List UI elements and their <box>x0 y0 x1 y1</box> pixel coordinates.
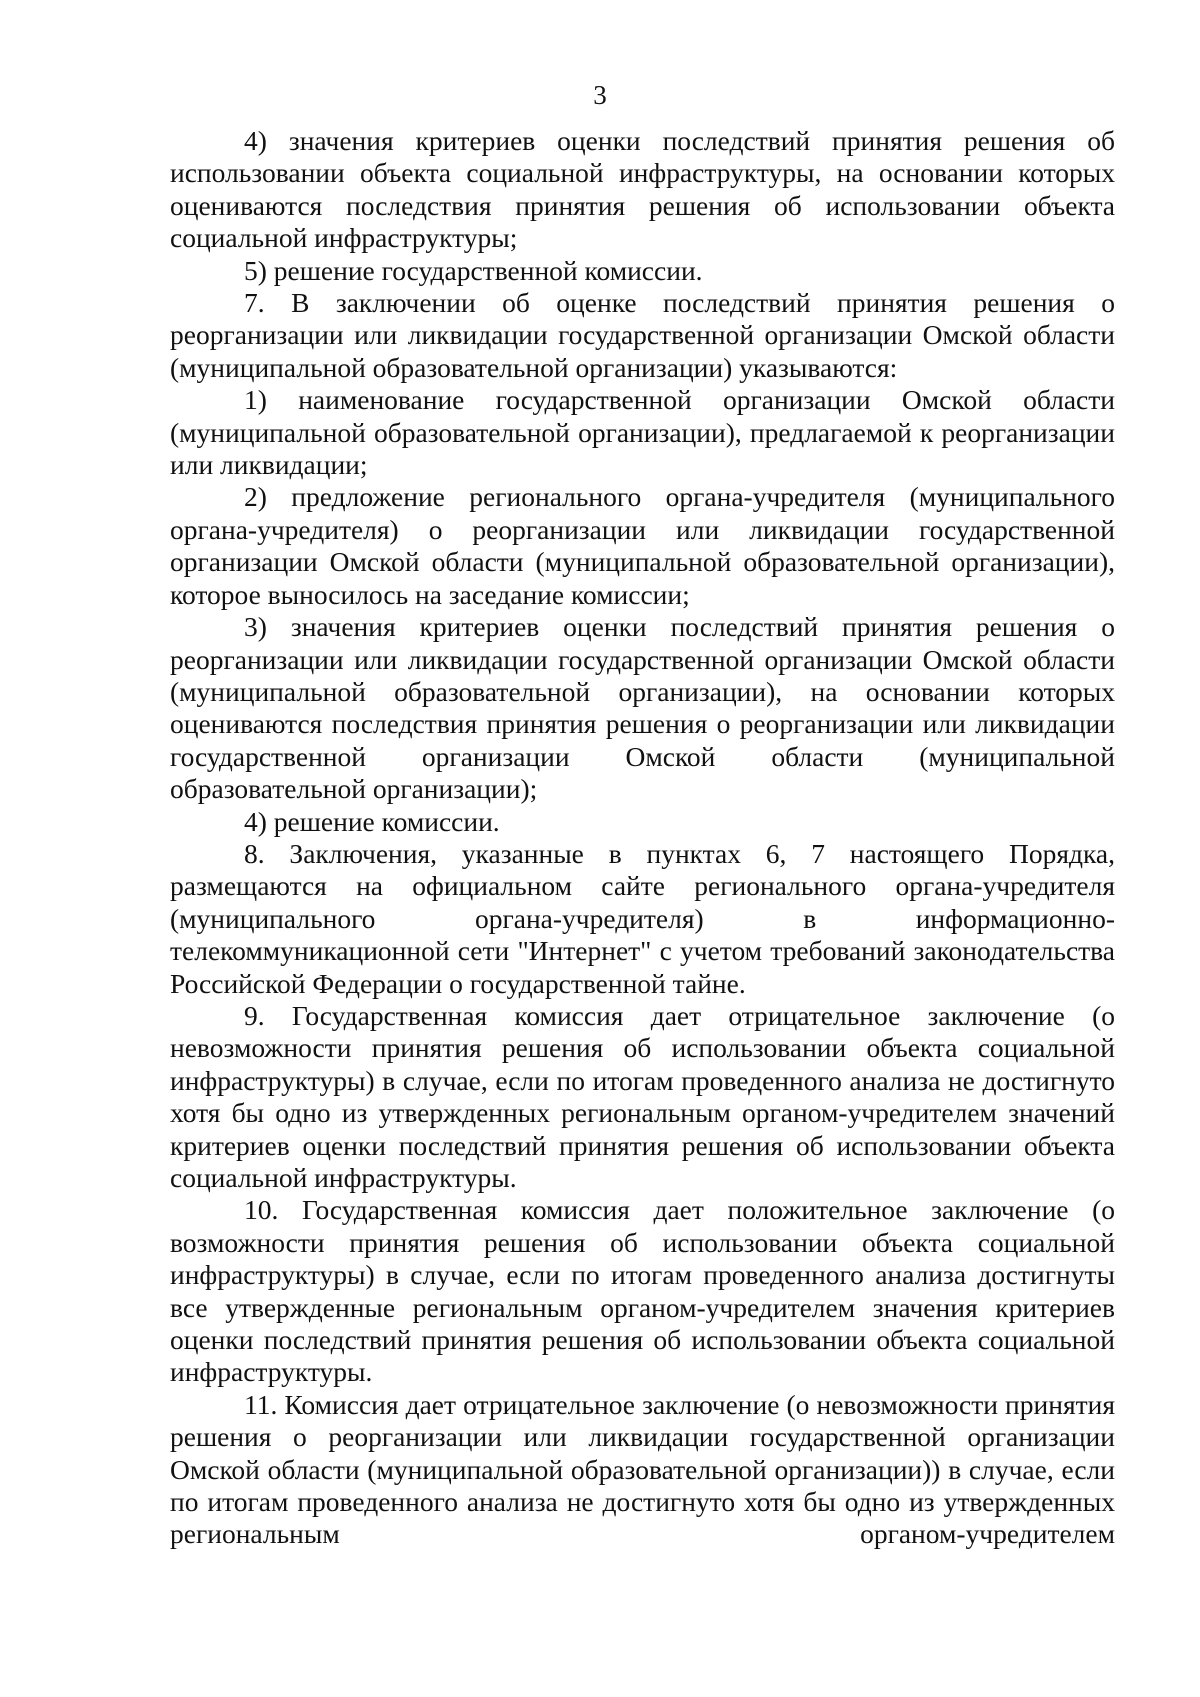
document-body <box>170 125 1115 1551</box>
clause-11: 11. Комиссия дает отрицательное заключение (о невозможности принятия решения о реорганизации или ликвидации государственной организации Омской области (муниципальной образовательной организации)) в случае, если по итогам проведенного анализа не достигнуто хотя бы одно из утвержденных региональным органом-учредителем <box>170 1388 1115 1550</box>
clause-7: 7. В заключении об оценке последствий принятия решения о реорганизации или ликвидации государственной организации Омской области (муниципальной образовательной организации) указываются: <box>170 287 1115 383</box>
list-item-1-organization-name: 1) наименование государственной организации Омской области (муниципальной образовательной организации), предлагаемой к реорганизации или ликвидации; <box>170 384 1115 481</box>
list-item-3-criteria-values: 3) значения критериев оценки последствий принятия решения о реорганизации или ликвидации государственной организации Омской области (муниципальной образовательной организации), на основании которых оцениваются последствия принятия решения о реорганизации или ликвидации государственной организации Омской области (муниципальной образовательной организации); <box>170 611 1115 805</box>
clause-8: 8. Заключения, указанные в пунктах 6, 7 настоящего Порядка, размещаются на официальном сайте регионального органа-учредителя (муниципального органа-учредителя) в информационно-телекоммуникационной сети "Интернет" с учетом требований законодательства Российской Федерации о государственной тайне. <box>170 837 1115 999</box>
clause-9: 9. Государственная комиссия дает отрицательное заключение (о невозможности принятия решения об использовании объекта социальной инфраструктуры) в случае, если по итогам проведенного анализа не достигнуто хотя бы одно из утвержденных региональным органом-учредителем значений критериев оценки последствий принятия решения об использовании объекта социальной инфраструктуры. <box>170 999 1115 1193</box>
list-item-5-state-commission-decision: 5) решение государственной комиссии. <box>244 254 703 286</box>
page-number: 3 <box>593 80 607 110</box>
list-item-4-criteria-values: 4) значения критериев оценки последствий принятия решения об использовании объекта социальной инфраструктуры, на основании которых оцениваются последствия принятия решения об использовании объекта социальной инфраструктуры; <box>170 125 1115 254</box>
list-item-4-commission-decision: 4) решение комиссии. <box>244 805 500 837</box>
list-item-2-founder-proposal: 2) предложение регионального органа-учредителя (муниципального органа-учредителя) о реорганизации или ликвидации государственной организации Омской области (муниципальной образовательной организации), которое выносилось на заседание комиссии; <box>170 481 1115 610</box>
clause-10: 10. Государственная комиссия дает положительное заключение (о возможности принятия решения об использовании объекта социальной инфраструктуры) в случае, если по итогам проведенного анализа достигнуты все утвержденные региональным органом-учредителем значения критериев оценки последствий принятия решения об использовании объекта социальной инфраструктуры. <box>170 1194 1115 1388</box>
